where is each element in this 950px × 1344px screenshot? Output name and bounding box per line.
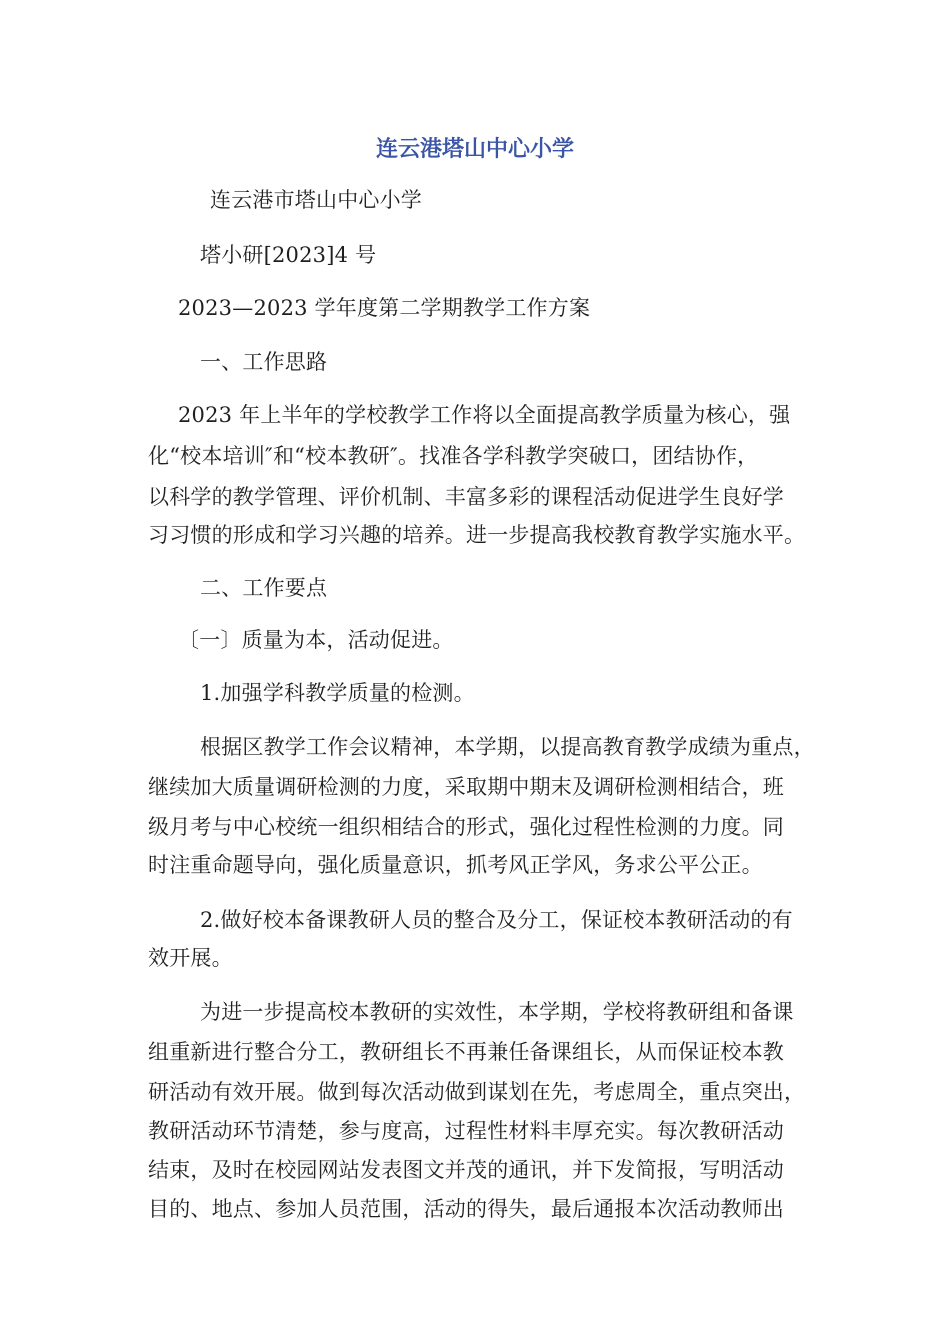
paragraph-line: 研活动有效开展。做到每次活动做到谋划在先，考虑周全，重点突出， — [148, 1080, 806, 1104]
plan-title: 2023—2023 学年度第二学期教学工作方案 — [178, 296, 591, 320]
paragraph-line: 级月考与中心校统一组织相结合的形式，强化过程性检测的力度。同 — [148, 815, 784, 839]
paragraph-line: 结束，及时在校园网站发表图文并茂的通讯，并下发简报，写明活动 — [148, 1158, 784, 1182]
paragraph-line: 习习惯的形成和学习兴趣的培养。进一步提高我校教育教学实施水平。 — [148, 523, 806, 547]
subheading-1: 〔一〕质量为本，活动促进。 — [178, 628, 454, 652]
document-title: 连云港塔山中心小学 — [375, 137, 574, 162]
school-name: 连云港市塔山中心小学 — [210, 188, 422, 212]
paragraph-line: 化“校本培训″和“校本教研″。找准各学科教学突破口，团结协作， — [148, 444, 759, 468]
paragraph-line: 为进一步提高校本教研的实效性，本学期，学校将教研组和备课 — [200, 1000, 794, 1024]
paragraph-line: 组重新进行整合分工，教研组长不再兼任备课组长，从而保证校本教 — [148, 1040, 784, 1064]
paragraph-line: 根据区教学工作会议精神，本学期，以提高教育教学成绩为重点， — [200, 735, 815, 759]
section-heading-2: 二、工作要点 — [200, 576, 328, 600]
section-heading-1: 一、工作思路 — [200, 350, 328, 374]
paragraph-line: 教研活动环节清楚，参与度高，过程性材料丰厚充实。每次教研活动 — [148, 1119, 784, 1143]
paragraph-line: 时注重命题导向，强化质量意识，抓考风正学风，务求公平公正。 — [148, 853, 763, 877]
paragraph-line: 继续加大质量调研检测的力度，采取期中期末及调研检测相结合，班 — [148, 775, 784, 799]
paragraph-line: 2023 年上半年的学校教学工作将以全面提高教学质量为核心，强 — [178, 403, 791, 427]
paragraph-line: 以科学的教学管理、评价机制、丰富多彩的课程活动促进学生良好学 — [148, 485, 784, 509]
document-number: 塔小研[2023]4 号 — [200, 243, 377, 267]
paragraph-line: 2.做好校本备课教研人员的整合及分工，保证校本教研活动的有 — [200, 908, 793, 932]
item-1-heading: 1.加强学科教学质量的检测。 — [200, 681, 475, 705]
paragraph-line: 目的、地点、参加人员范围，活动的得失，最后通报本次活动教师出 — [148, 1197, 784, 1221]
paragraph-line: 效开展。 — [148, 946, 233, 970]
